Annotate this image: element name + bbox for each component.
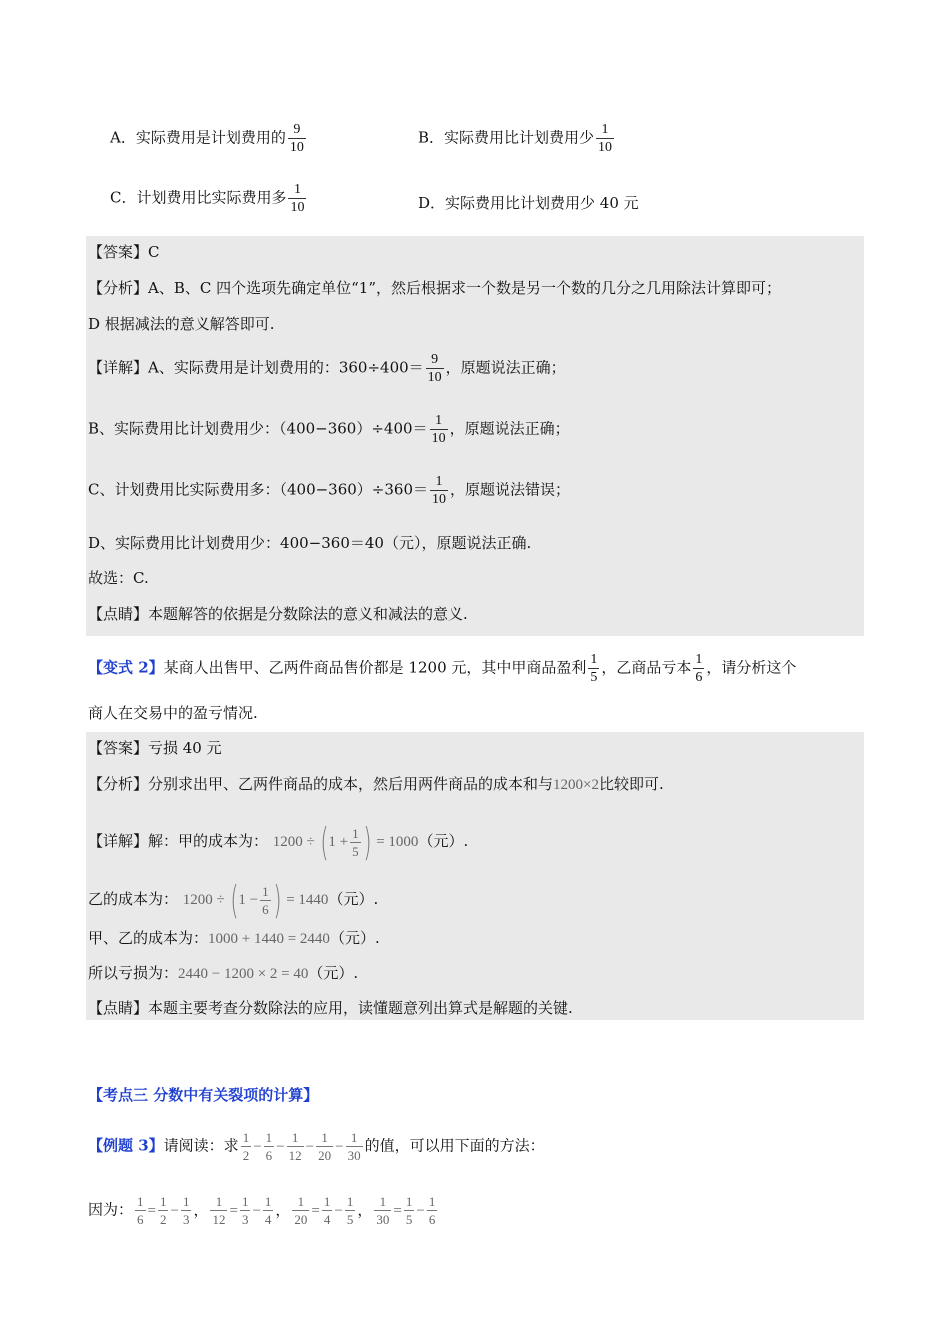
fraction: $\frac{1}{30}$: [376, 1194, 390, 1227]
fraction-series: [239, 1130, 365, 1163]
option-b: [418, 122, 616, 155]
right-paren: ): [272, 878, 282, 922]
separator: ，: [193, 1200, 209, 1219]
detail-line-c: C、计划费用比实际费用多：（400−360）÷360＝ $\frac{1}{10}$ ，原题说法错误；: [88, 474, 571, 507]
identities-line: 因为： $\frac{1}{6}$ = $\frac{1}{2}$ − $\frac{1}{3}$ ， $\frac{1}{12}$ = $\frac{1}{3}$ − $\frac{1}{4}$ ， $\frac{1}{20}$ = $\frac{1}{4}$ − $\frac{1}{5}$ ， $\frac{1}{30}$ = $\frac{1}{5}$ − $\frac{1}{6}$: [88, 1194, 439, 1227]
operator: −: [305, 1138, 315, 1155]
fraction: $\frac{1}{10}$: [431, 413, 446, 446]
detail-line-d: D、实际费用比计划费用少：400−360＝40（元），原题说法正确.: [88, 534, 532, 552]
analysis-line: 【分析】A、B、C 四个选项先确定单位“1”，然后根据求一个数是另一个数的几分之几用除法计算即可；: [88, 279, 781, 297]
option-c: [110, 182, 308, 215]
operator: =: [311, 1202, 320, 1219]
fraction: $\frac{1}{5}$: [590, 652, 598, 685]
fraction: $\frac{1}{10}$: [432, 474, 447, 507]
operator: −: [252, 1202, 261, 1219]
left-paren: (: [319, 820, 329, 864]
fraction: $\frac{1}{5}$: [352, 825, 359, 859]
comment-line: 【点睛】本题解答的依据是分数除法的意义和减法的意义.: [88, 605, 468, 623]
left-paren: (: [229, 878, 239, 922]
right-paren: ): [362, 820, 372, 864]
operator: −: [170, 1202, 179, 1219]
fraction: $\frac{1}{2}$: [159, 1194, 167, 1227]
operator: =: [229, 1202, 238, 1219]
fraction: $\frac{1}{10}$: [290, 182, 305, 215]
analysis-line: 【分析】分别求出甲、乙两件商品的成本，然后用两件商品的成本和与1200×2比较即可.: [88, 775, 664, 793]
option-a-text: A．实际费用是计划费用的: [110, 128, 286, 147]
variant-question-cont: 商人在交易中的盈亏情况.: [88, 704, 258, 722]
operator: =: [393, 1202, 402, 1219]
section-heading: 【考点三 分数中有关裂项的计算】: [88, 1086, 319, 1104]
option-c-text: C．计划费用比实际费用多: [110, 188, 287, 207]
operator: −: [416, 1202, 425, 1219]
fraction: $\frac{1}{2}$: [242, 1130, 250, 1163]
option-d: [418, 192, 639, 213]
separator: ，: [275, 1200, 291, 1219]
fraction: $\frac{1}{10}$: [598, 122, 613, 155]
fraction: $\frac{1}{4}$: [264, 1194, 272, 1227]
detail-line-b: B、实际费用比计划费用少：（400−360）÷400＝ $\frac{1}{10}$ ，原题说法正确；: [88, 413, 570, 446]
fraction: $\frac{9}{10}$: [427, 352, 442, 385]
detail-line-4: 所以亏损为：2440 − 1200 × 2 = 40（元）.: [88, 964, 359, 982]
answer-line: 【答案】亏损 40 元: [88, 739, 222, 757]
operator: −: [334, 1202, 343, 1219]
fraction: $\frac{1}{5}$: [405, 1194, 413, 1227]
answer-line: 【答案】C: [88, 243, 160, 261]
fraction: $\frac{1}{12}$: [288, 1130, 302, 1163]
choice-line: 故选：C.: [88, 569, 149, 587]
fraction: $\frac{1}{5}$: [346, 1194, 354, 1227]
fraction: $\frac{1}{30}$: [347, 1130, 361, 1163]
fraction: $\frac{1}{3}$: [182, 1194, 190, 1227]
comment-line: 【点睛】本题主要考查分数除法的应用，读懂题意列出算式是解题的关键.: [88, 999, 573, 1017]
analysis-line: D 根据减法的意义解答即可.: [88, 315, 275, 333]
fraction: $\frac{1}{6}$: [428, 1194, 436, 1227]
fraction: $\frac{9}{10}$: [289, 122, 304, 155]
fraction: $\frac{1}{20}$: [318, 1130, 332, 1163]
detail-line-3: 甲、乙的成本为：1000 + 1440 = 2440（元）.: [88, 929, 380, 947]
detail-line-1: 【详解】解：甲的成本为： 1200 ÷ (1 + $\frac{1}{5}$ ) = 1000（元）.: [88, 820, 469, 864]
fraction: $\frac{1}{6}$: [695, 652, 703, 685]
option-b-text: B．实际费用比计划费用少: [418, 128, 595, 147]
separator: ，: [357, 1200, 373, 1219]
fraction: $\frac{1}{20}$: [294, 1194, 308, 1227]
fraction: $\frac{1}{6}$: [262, 883, 269, 917]
example-question: 【例题 3】请阅读：求 $\frac{1}{2}$ − $\frac{1}{6}$ − $\frac{1}{12}$ − $\frac{1}{20}$ − $\frac{1}{30}$ 的值，可以用下面的方法：: [88, 1130, 545, 1163]
fraction: $\frac{1}{12}$: [212, 1194, 226, 1227]
fraction: $\frac{1}{3}$: [241, 1194, 249, 1227]
operator: −: [276, 1138, 285, 1155]
fraction: $\frac{1}{6}$: [265, 1130, 273, 1163]
fraction: $\frac{1}{6}$: [137, 1194, 144, 1227]
option-a: [110, 122, 308, 155]
fraction: $\frac{1}{4}$: [323, 1194, 331, 1227]
operator: −: [253, 1138, 262, 1155]
operator: =: [147, 1202, 156, 1219]
detail-line-2: 乙的成本为： 1200 ÷ (1 − $\frac{1}{6}$ ) = 1440（元）.: [88, 878, 379, 922]
option-d-text: D．实际费用比计划费用少 40 元: [418, 194, 639, 212]
detail-line-a: 【详解】A、实际费用是计划费用的：360÷400＝ $\frac{9}{10}$ ，原题说法正确；: [88, 352, 566, 385]
operator: −: [335, 1138, 344, 1155]
variant-label: 【变式 2】: [88, 658, 164, 677]
variant-question: 【变式 2】某商人出售甲、乙两件商品售价都是 1200 元，其中甲商品盈利 $\frac{1}{5}$ ，乙商品亏本 $\frac{1}{6}$ ，请分析这个: [88, 652, 797, 685]
example-label: 【例题 3】: [88, 1136, 164, 1155]
